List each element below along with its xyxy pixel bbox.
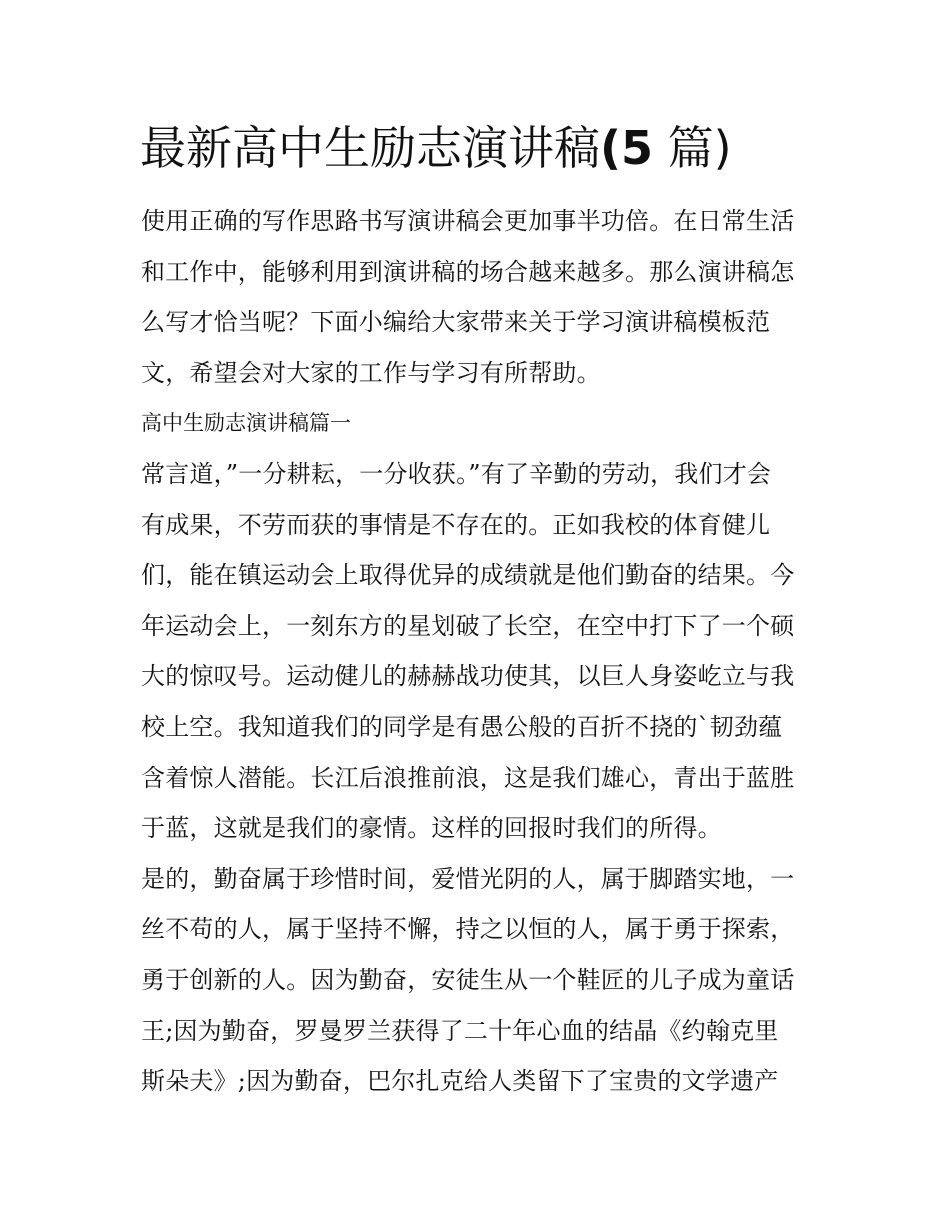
paragraph-line: 于蓝，这就是我们的豪情。这样的回报时我们的所得。 — [141, 814, 722, 843]
paragraph-line: 王;因为勤奋，罗曼罗兰获得了二十年心血的结晶《约翰克里 — [141, 1016, 779, 1045]
paragraph-line: 有成果，不劳而获的事情是不存在的。正如我校的体育健儿 — [141, 510, 771, 539]
section-heading: 高中生励志演讲稿篇一 — [141, 411, 351, 436]
intro-line-4: 文，希望会对大家的工作与学习有所帮助。 — [141, 358, 601, 387]
intro-line-1: 使用正确的写作思路书写演讲稿会更加事半功倍。在日常生活 — [141, 207, 795, 235]
paragraph-line: 常言道，”一分耕耘，一分收获。”有了辛勤的劳动，我们才会 — [141, 459, 772, 488]
title-suffix: 篇) — [653, 121, 732, 175]
title-paren-open: ( — [600, 121, 622, 175]
paragraph-line: 大的惊叹号。运动健儿的赫赫战功使其，以巨人身姿屹立与我 — [141, 662, 795, 691]
paragraph-line: 含着惊人潜能。长江后浪推前浪，这是我们雄心，青出于蓝胜 — [141, 763, 795, 792]
document-body — [141, 196, 821, 1107]
paragraph-line: 校上空。我知道我们的同学是有愚公般的百折不挠的`韧劲蕴 — [141, 712, 783, 741]
paragraph-line: 们，能在镇运动会上取得优异的成绩就是他们勤奋的结果。今 — [141, 561, 795, 590]
title-number: 5 — [621, 121, 654, 175]
intro-line-3: 么写才恰当呢？下面小编给大家带来关于学习演讲稿模板范 — [141, 308, 771, 337]
paragraph-line: 斯朵夫》;因为勤奋，巴尔扎克给人类留下了宝贵的文学遗产 — [141, 1067, 779, 1096]
paragraph-line: 是的，勤奋属于珍惜时间，爱惜光阴的人，属于脚踏实地，一 — [141, 864, 795, 893]
document-title — [140, 118, 820, 178]
paragraph-line: 丝不苟的人，属于坚持不懈，持之以恒的人，属于勇于探索， — [141, 915, 795, 944]
paragraph-line: 年运动会上，一刻东方的星划破了长空，在空中打下了一个硕 — [141, 611, 795, 640]
intro-line-2: 和工作中，能够利用到演讲稿的场合越来越多。那么演讲稿怎 — [141, 257, 795, 286]
paragraph-line: 勇于创新的人。因为勤奋，安徒生从一个鞋匠的儿子成为童话 — [141, 965, 795, 994]
title-main: 最新高中生励志演讲稿 — [140, 121, 600, 175]
